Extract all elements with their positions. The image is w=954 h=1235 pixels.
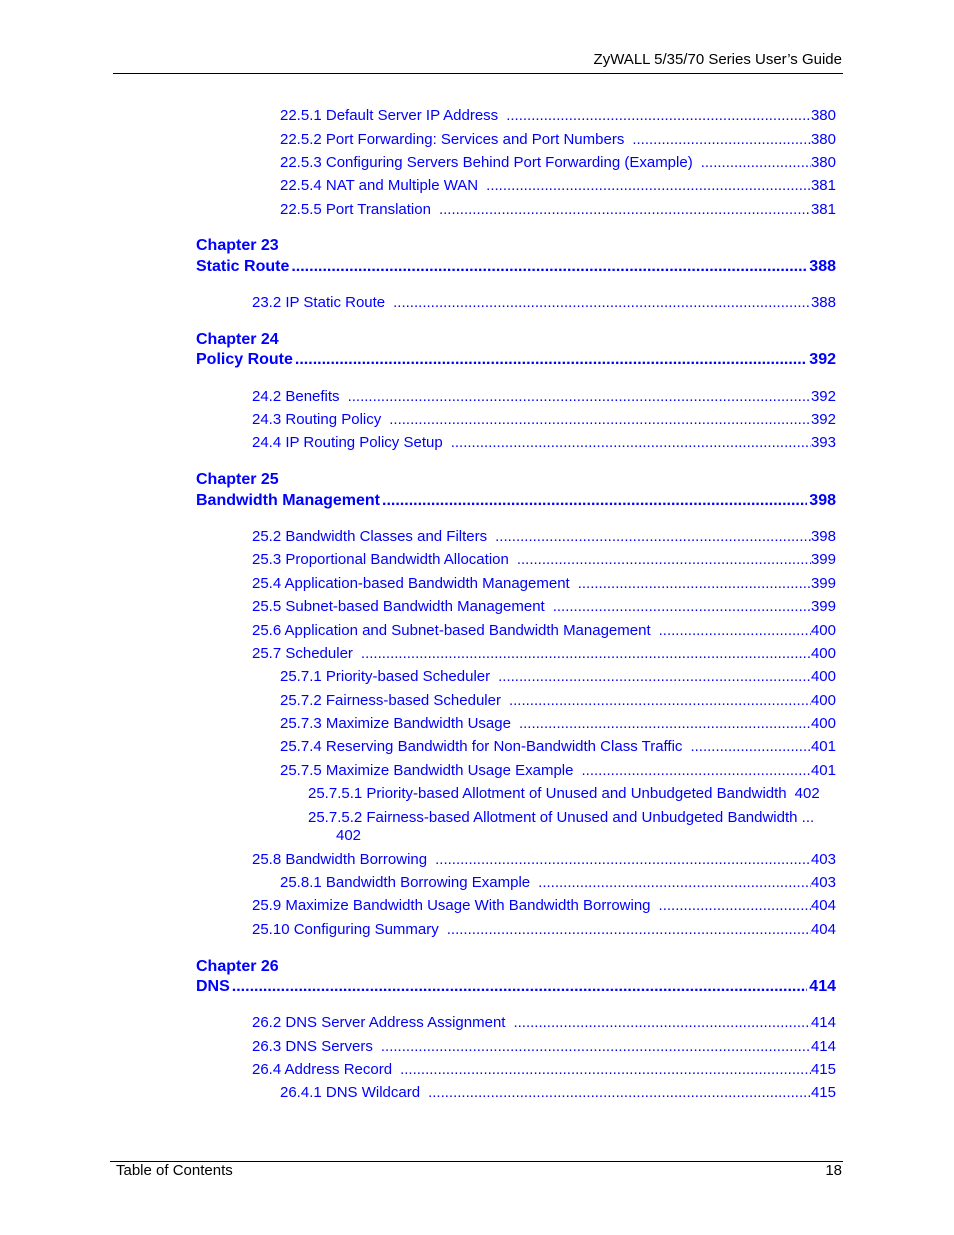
dot-leader <box>495 528 811 546</box>
toc-entry-label: 25.3 Proportional Bandwidth Allocation <box>252 551 509 568</box>
toc-entry-page: 414 <box>810 1038 836 1055</box>
chapter-number[interactable]: Chapter 25 <box>196 471 279 488</box>
toc-entry-page: 399 <box>810 598 836 615</box>
dot-leader <box>519 715 811 733</box>
footer-page-number: 18 <box>825 1162 842 1179</box>
chapter-number[interactable]: Chapter 26 <box>196 958 279 975</box>
toc-entry[interactable] <box>252 1038 836 1056</box>
dot-leader <box>400 1061 811 1079</box>
toc-entry[interactable] <box>280 715 836 733</box>
document-title: ZyWALL 5/35/70 Series User’s Guide <box>593 51 842 68</box>
footer-section-title: Table of Contents <box>116 1162 233 1179</box>
toc-entry-label: 22.5.3 Configuring Servers Behind Port Forwarding (Example) <box>280 154 693 171</box>
dot-leader <box>498 668 811 686</box>
toc-entry-line <box>308 809 836 827</box>
toc-entry-page: 415 <box>810 1084 836 1101</box>
chapter-title: Policy Route <box>196 351 293 368</box>
dot-leader <box>361 645 811 663</box>
toc-entry[interactable] <box>252 551 836 569</box>
toc-entry[interactable] <box>280 154 836 172</box>
toc-entry-label: 26.4.1 DNS Wildcard <box>280 1084 421 1101</box>
toc-entry[interactable] <box>252 388 836 406</box>
dot-leader <box>701 154 811 172</box>
toc-entry-label: 25.4 Application-based Bandwidth Management <box>252 575 570 592</box>
toc-entry-page: 392 <box>810 388 836 405</box>
toc-entry-page: 402 <box>794 785 820 802</box>
toc-entry[interactable] <box>252 1014 836 1032</box>
toc-entry-page: 380 <box>810 154 836 171</box>
dot-leader <box>382 491 807 510</box>
toc-entry-page: 402 <box>336 827 362 844</box>
toc-entry-label: 25.8 Bandwidth Borrowing <box>252 851 428 868</box>
dot-leader <box>509 692 811 710</box>
toc-entry-label: 24.4 IP Routing Policy Setup <box>252 434 443 451</box>
toc-entry-label: 26.3 DNS Servers <box>252 1038 373 1055</box>
toc-entry-page: 400 <box>810 692 836 709</box>
toc-entry[interactable] <box>252 575 836 593</box>
dot-leader <box>428 1084 811 1102</box>
toc-entry-label: 25.6 Application and Subnet-based Bandwidth Management <box>252 622 651 639</box>
chapter-page: 388 <box>809 258 836 275</box>
toc-entry-label: 25.8.1 Bandwidth Borrowing Example <box>280 874 531 891</box>
dot-leader <box>506 107 811 125</box>
dot-leader <box>232 977 808 996</box>
chapter-number[interactable]: Chapter 23 <box>196 237 279 254</box>
toc-entry-page: 399 <box>810 575 836 592</box>
toc-entry[interactable] <box>252 897 836 915</box>
dot-leader <box>291 257 807 276</box>
toc-entry-page: 403 <box>810 874 836 891</box>
toc-entry[interactable] <box>252 851 836 869</box>
toc-entry-label: 25.7.1 Priority-based Scheduler <box>280 668 491 685</box>
dot-leader <box>578 575 811 593</box>
toc-entry[interactable] <box>252 528 836 546</box>
toc-entry[interactable] <box>252 622 836 640</box>
header-divider <box>113 73 843 74</box>
dot-leader <box>435 851 811 869</box>
toc-entry[interactable] <box>252 294 836 312</box>
toc-entry-page: 393 <box>810 434 836 451</box>
toc-entry[interactable] <box>252 598 836 616</box>
toc-entry-page: 404 <box>810 921 836 938</box>
toc-entry-label: 25.9 Maximize Bandwidth Usage With Bandwidth Borrowing <box>252 897 651 914</box>
toc-entry[interactable] <box>308 785 836 803</box>
toc-entry[interactable] <box>280 762 836 780</box>
dot-leader <box>295 350 807 369</box>
dot-leader <box>348 388 811 406</box>
toc-entry-page: 392 <box>810 411 836 428</box>
toc-entry-label: 25.7 Scheduler <box>252 645 353 662</box>
toc-entry[interactable] <box>252 434 836 452</box>
toc-entry[interactable] <box>280 874 836 892</box>
toc-entry[interactable] <box>280 738 836 756</box>
toc-entry[interactable] <box>252 411 836 429</box>
chapter-title-entry[interactable] <box>196 491 836 510</box>
chapter-title: DNS <box>196 978 230 995</box>
dot-leader <box>581 762 810 780</box>
chapter-page: 398 <box>809 492 836 509</box>
toc-entry-label: 26.2 DNS Server Address Assignment <box>252 1014 506 1031</box>
toc-entry[interactable] <box>280 177 836 195</box>
toc-entry[interactable] <box>280 1084 836 1102</box>
dot-leader <box>513 1014 811 1032</box>
dot-leader <box>451 434 811 452</box>
chapter-title-entry[interactable] <box>196 350 836 369</box>
toc-entry-page: 400 <box>810 715 836 732</box>
dot-leader <box>632 131 811 149</box>
toc-entry-page: 404 <box>810 897 836 914</box>
toc-entry-page: 380 <box>810 131 836 148</box>
chapter-title-entry[interactable] <box>196 977 836 996</box>
toc-entry-label: 22.5.4 NAT and Multiple WAN <box>280 177 479 194</box>
dot-leader <box>447 921 811 939</box>
chapter-title: Static Route <box>196 258 290 275</box>
toc-entry-label: 26.4 Address Record <box>252 1061 393 1078</box>
dot-leader <box>553 598 811 616</box>
toc-entry[interactable] <box>252 1061 836 1079</box>
dot-leader <box>439 201 811 219</box>
toc-entry-label: 25.7.5.1 Priority-based Allotment of Unused and Unbudgeted Bandwidth <box>308 785 787 802</box>
dot-leader <box>486 177 811 195</box>
toc-entry-label: 22.5.1 Default Server IP Address <box>280 107 499 124</box>
chapter-title-entry[interactable] <box>196 257 836 276</box>
toc-entry-page: 400 <box>810 668 836 685</box>
toc-entry-page: 380 <box>810 107 836 124</box>
toc-entry-label: 23.2 IP Static Route <box>252 294 386 311</box>
toc-entry-page: 398 <box>810 528 836 545</box>
toc-entry-page: 399 <box>810 551 836 568</box>
dot-leader <box>690 738 811 756</box>
toc-entry-label: 22.5.5 Port Translation <box>280 201 431 218</box>
dot-leader <box>381 1038 811 1056</box>
toc-entry-page: 381 <box>810 201 836 218</box>
toc-entry[interactable] <box>252 921 836 939</box>
toc-entry-label: 25.5 Subnet-based Bandwidth Management <box>252 598 545 615</box>
toc-entry[interactable] <box>280 107 836 125</box>
toc-entry[interactable] <box>280 201 836 219</box>
toc-entry-page: 401 <box>810 738 836 755</box>
toc-entry-label: 25.7.4 Reserving Bandwidth for Non-Bandwidth Class Traffic <box>280 738 683 755</box>
toc-entry[interactable] <box>252 645 836 663</box>
toc-entry-label: 24.3 Routing Policy <box>252 411 382 428</box>
toc-entry-label: 25.2 Bandwidth Classes and Filters <box>252 528 488 545</box>
toc-entry[interactable] <box>280 668 836 686</box>
toc-entry-label: 22.5.2 Port Forwarding: Services and Port Numbers <box>280 131 625 148</box>
toc-entry-page: 414 <box>810 1014 836 1031</box>
toc-entry-label: 25.7.3 Maximize Bandwidth Usage <box>280 715 511 732</box>
dot-leader <box>659 622 811 640</box>
dot-leader <box>393 294 811 312</box>
toc-entry-label: 25.7.2 Fairness-based Scheduler <box>280 692 501 709</box>
toc-entry-page: 381 <box>810 177 836 194</box>
dot-leader <box>517 551 811 569</box>
dot-leader <box>389 411 811 429</box>
toc-entry-page: 401 <box>810 762 836 779</box>
toc-entry-page: 403 <box>810 851 836 868</box>
toc-entry[interactable] <box>280 692 836 710</box>
chapter-page: 414 <box>809 978 836 995</box>
toc-entry-label: 24.2 Benefits <box>252 388 340 405</box>
toc-entry-page: 400 <box>810 645 836 662</box>
toc-entry-page: 400 <box>810 622 836 639</box>
chapter-page: 392 <box>809 351 836 368</box>
toc-entry[interactable] <box>280 131 836 149</box>
toc-entry-label: 25.10 Configuring Summary <box>252 921 439 938</box>
chapter-number[interactable]: Chapter 24 <box>196 331 279 348</box>
toc-entry-label: 25.7.5 Maximize Bandwidth Usage Example <box>280 762 574 779</box>
dot-leader <box>538 874 811 892</box>
toc-entry-page: 388 <box>810 294 836 311</box>
chapter-title: Bandwidth Management <box>196 492 381 509</box>
toc-entry-label: 25.7.5.2 Fairness-based Allotment of Unused and Unbudgeted Bandwidth ... <box>308 809 815 826</box>
toc-entry[interactable] <box>308 809 836 845</box>
dot-leader <box>659 897 811 915</box>
toc-entry-page: 415 <box>810 1061 836 1078</box>
